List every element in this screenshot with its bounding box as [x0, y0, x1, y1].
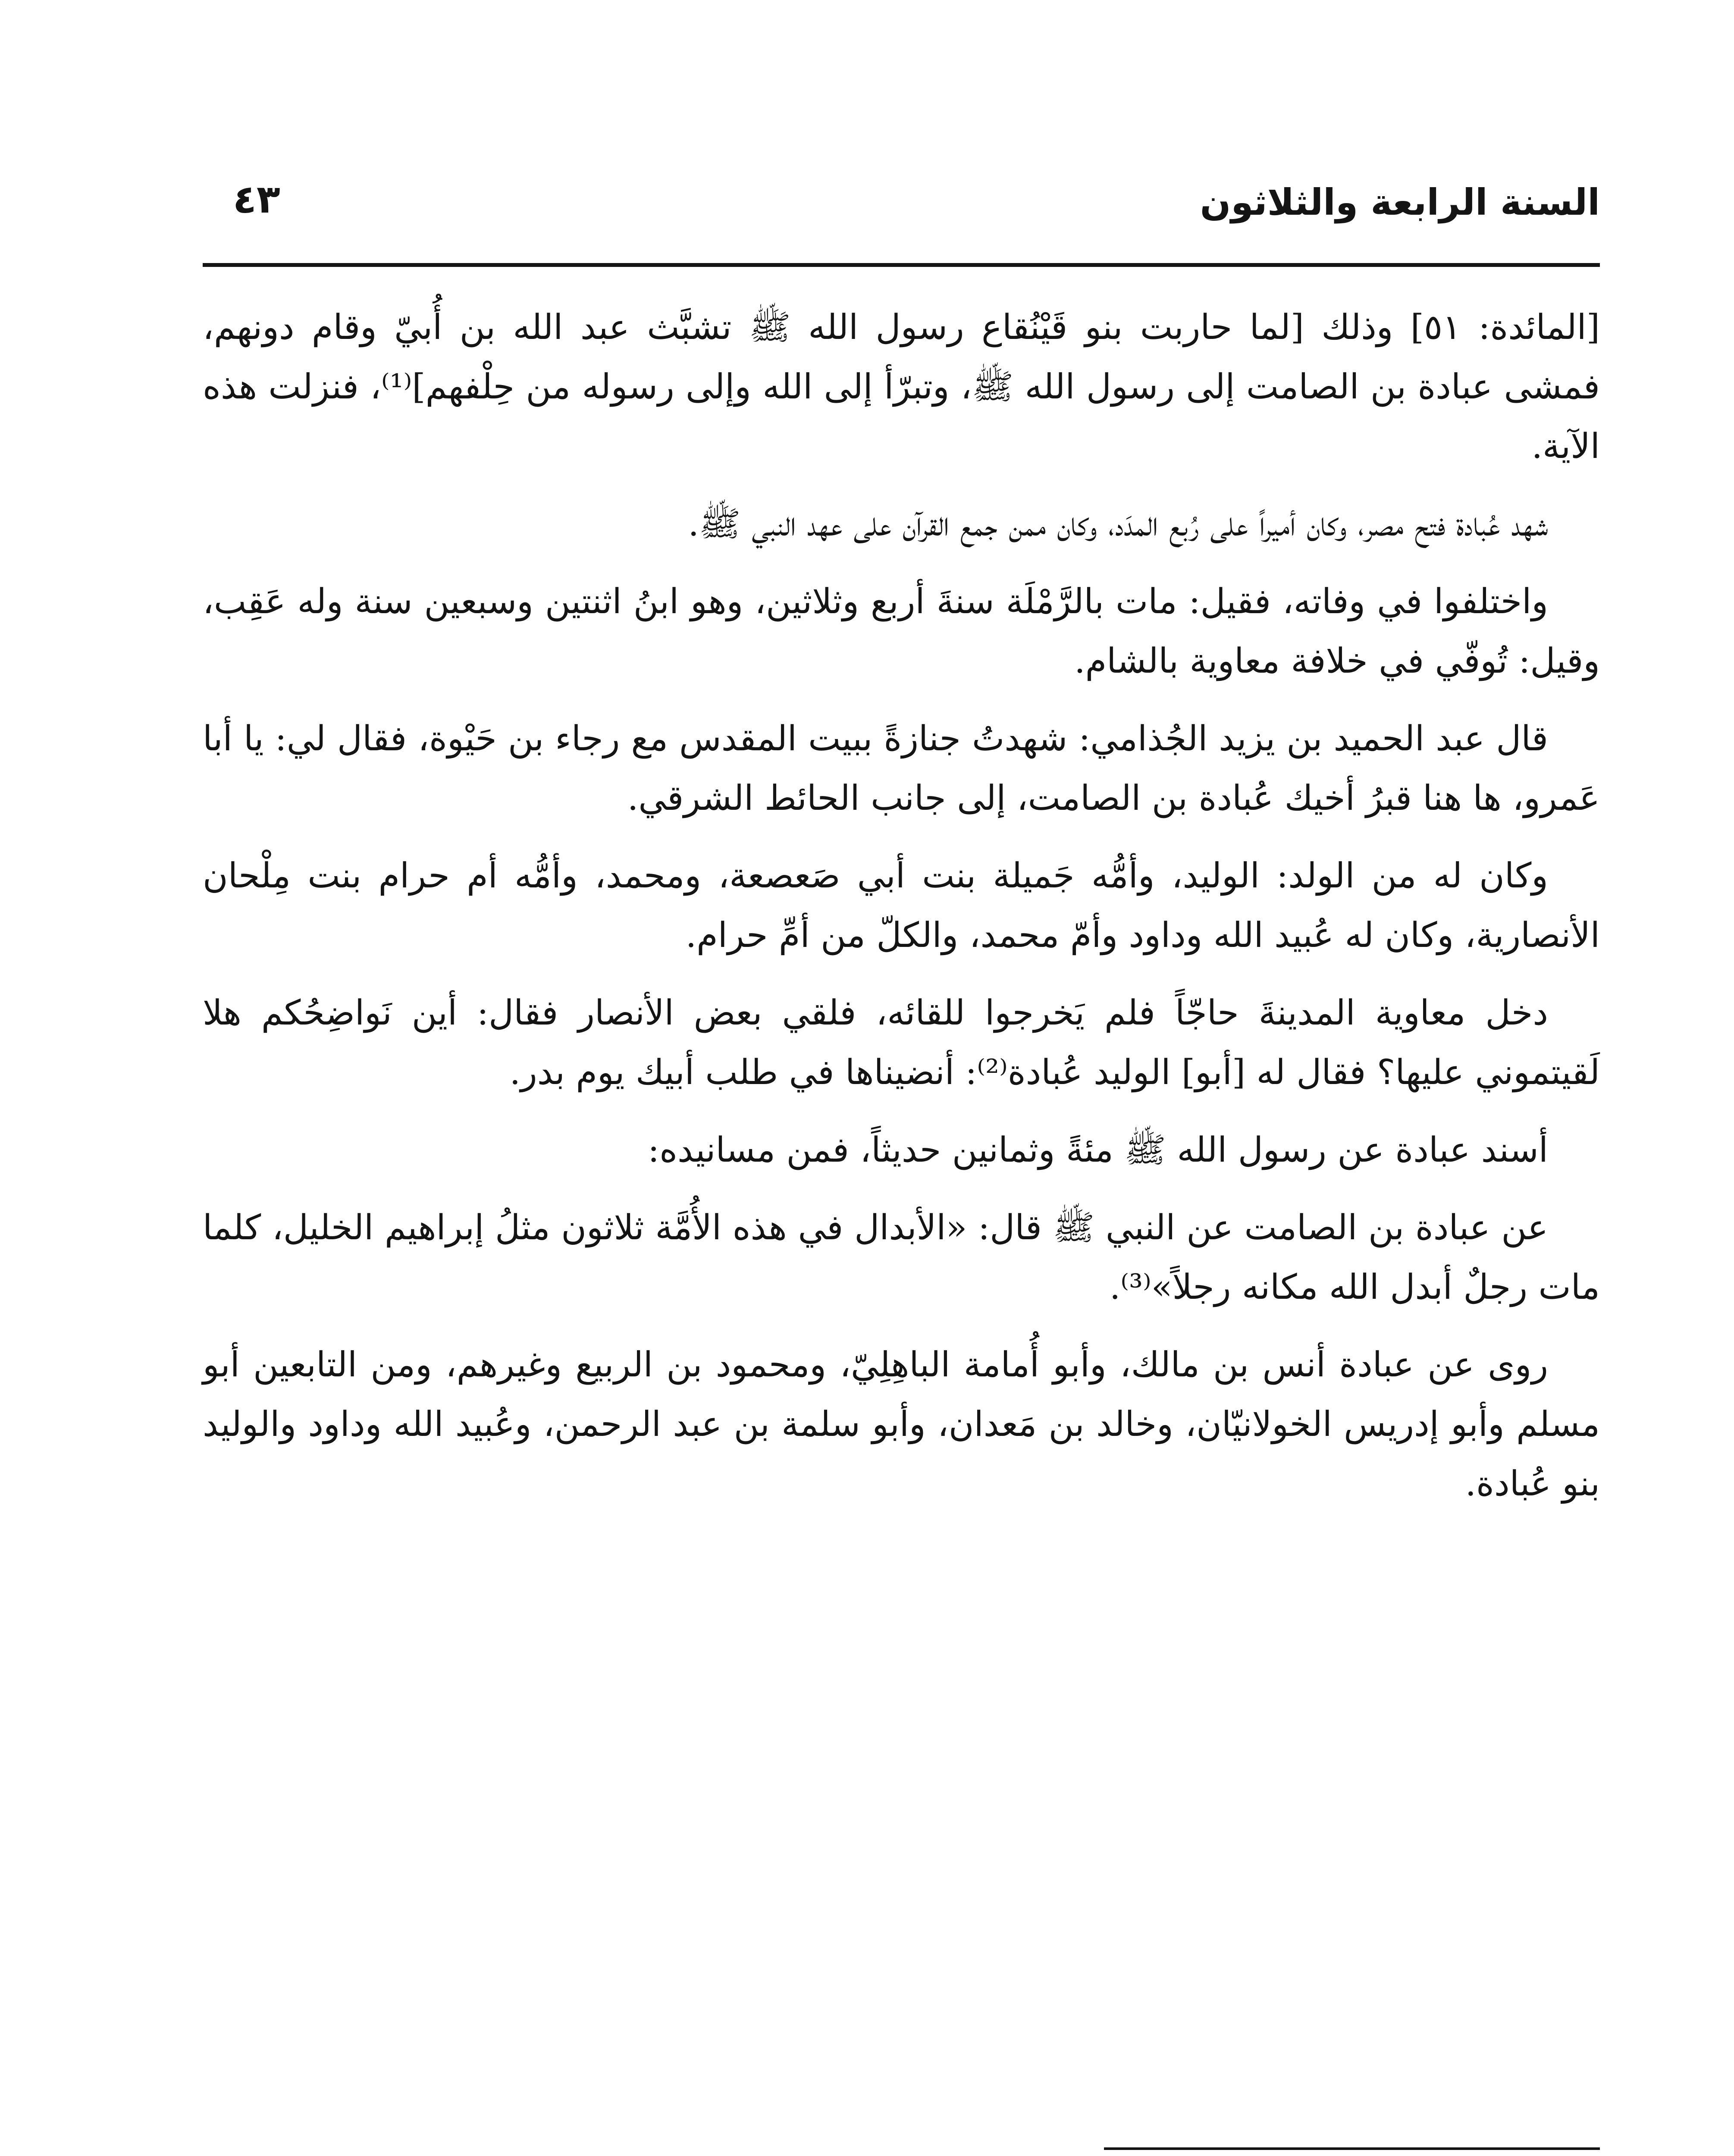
paragraph-1: [المائدة: ٥١] وذلك [لما حاربت بنو قَيْنُقاع رسول الله ﷺ تشبَّث عبد الله بن أُبيّ وقام دونهم، فمشى عبادة بن الصامت إلى رسول الله ﷺ، وتبرّأ إلى الله وإلى رسوله من حِلْفهم]⁽¹⁾، فنزلت هذه الآية.	[203, 307, 1600, 466]
paragraph-3: واختلفوا في وفاته، فقيل: مات بالرَّمْلَة سنةَ أربع وثلاثين، وهو ابنُ اثنتين وسبعين سنة وله عَقِب، وقيل: تُوفّي في خلافة معاوية بالشام.	[203, 581, 1600, 681]
book-page	[203, 155, 1600, 2156]
paragraph-8: عن عبادة بن الصامت عن النبي ﷺ قال: «الأبدال في هذه الأُمَّة ثلاثون مثلُ إبراهيم الخليل، كلما مات رجلٌ أبدل الله مكانه رجلاً»⁽³⁾.	[203, 1207, 1600, 1307]
paragraph-6: دخل معاوية المدينةَ حاجّاً فلم يَخرجوا للقائه، فلقي بعض الأنصار فقال: أين نَواضِحُكم هلا لَقيتموني عليها؟ فقال له [أبو] الوليد عُبادة⁽²⁾: أنضيناها في طلب أبيك يوم بدر.	[203, 993, 1600, 1092]
footnote-divider	[1104, 2147, 1600, 2150]
header-divider	[203, 263, 1600, 267]
paragraph-9: روى عن عبادة أنس بن مالك، وأبو أُمامة الباهِلِيّ، ومحمود بن الربيع وغيرهم، ومن التابعين أبو مسلم وأبو إدريس الخولانيّان، وخالد بن مَعدان، وأبو سلمة بن عبد الرحمن، وعُبيد الله وداود والوليد بنو عُبادة.	[203, 1344, 1600, 1504]
running-title: السنة الرابعة والثلاثون	[1200, 181, 1600, 223]
main-text	[203, 298, 1600, 1532]
page-number: ٤٣	[233, 177, 280, 222]
page-header	[203, 155, 1600, 241]
paragraph-2: شهد عُبادة فتح مصر، وكان أميراً على رُبع المدَد، وكان ممن جمع القرآن على عهد النبي ﷺ.	[688, 504, 1548, 544]
paragraph-4: قال عبد الحميد بن يزيد الجُذامي: شهدتُ جنازةً ببيت المقدس مع رجاء بن حَيْوة، فقال لي: يا أبا عَمرو، ها هنا قبرُ أخيك عُبادة بن الصامت، إلى جانب الحائط الشرقي.	[203, 718, 1600, 818]
paragraph-7: أسند عبادة عن رسول الله ﷺ مئةً وثمانين حديثاً، فمن مسانيده:	[648, 1130, 1548, 1170]
paragraph-5: وكان له من الولد: الوليد، وأمُّه جَميلة بنت أبي صَعصعة، ومحمد، وأمُّه أم حرام بنت مِلْحان الأنصارية، وكان له عُبيد الله وداود وأمّ محمد، والكلّ من أمِّ حرام.	[203, 856, 1600, 955]
